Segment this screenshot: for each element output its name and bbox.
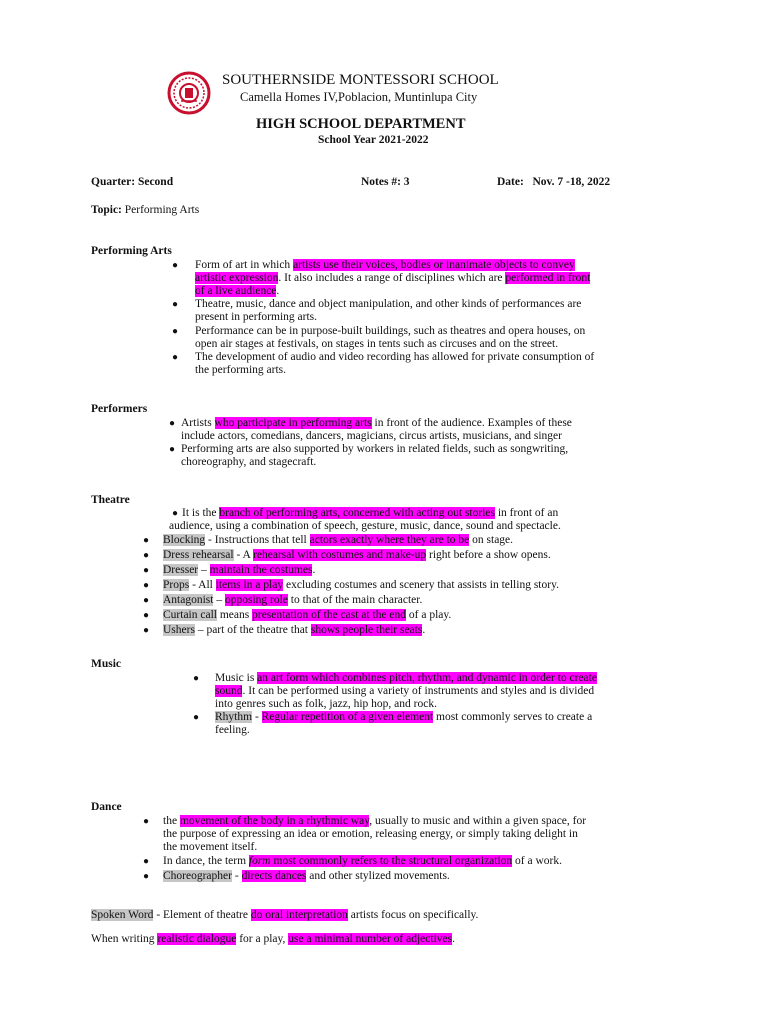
list-item: It is the branch of performing arts, concerned with acting out stories in front of an	[182, 507, 559, 519]
list-item: sound. It can be performed using a variety of instruments and styles and is divided	[215, 685, 595, 697]
section-heading-performers: Performers	[91, 403, 148, 415]
bullet-icon: ●	[143, 610, 150, 621]
bullet-icon: ●	[193, 712, 200, 723]
topic-line: Topic: Performing Arts	[91, 204, 200, 216]
list-item: Curtain call means presentation of the cast at the end of a play.	[163, 609, 452, 621]
list-item: Blocking - Instructions that tell actors exactly where they are to be on stage.	[163, 534, 514, 546]
list-item: Ushers – part of the theatre that shows people their seats.	[163, 624, 426, 636]
section-heading-dance: Dance	[91, 801, 122, 813]
bullet-icon: ●	[143, 871, 150, 882]
section-heading-theatre: Theatre	[91, 494, 130, 506]
school-seal-logo	[167, 71, 211, 115]
list-item: choreography, and stagecraft.	[181, 456, 317, 468]
spoken-word-line: Spoken Word - Element of theatre do oral interpretation artists focus on specifically.	[91, 909, 479, 921]
list-item: Props - All items in a play excluding costumes and scenery that assists in telling story.	[163, 579, 559, 591]
list-item: Music is an art form which combines pitch, rhythm, and dynamic in order to create	[215, 672, 597, 684]
list-item: Artists who participate in performing arts in front of the audience. Examples of these	[181, 417, 572, 429]
list-item: present in performing arts.	[195, 311, 317, 323]
bullet-icon: ●	[193, 673, 200, 684]
list-item: include actors, comedians, dancers, magicians, circus artists, musicians, and singer	[181, 430, 562, 442]
bullet-icon: ●	[143, 580, 150, 591]
list-item: Theatre, music, dance and object manipulation, and other kinds of performances are	[195, 298, 582, 310]
section-heading-performing-arts: Performing Arts	[91, 245, 172, 257]
bullet-icon: ●	[143, 816, 150, 827]
list-item: open air stages at festivals, on stages in tents such as circuses and on the street.	[195, 338, 559, 350]
bullet-icon: ●	[143, 856, 150, 867]
bullet-icon: ●	[172, 326, 179, 337]
department-title: HIGH SCHOOL DEPARTMENT	[256, 116, 466, 132]
bullet-icon: ●	[169, 444, 176, 455]
list-item: The development of audio and video recording has allowed for private consumption of	[195, 351, 595, 363]
school-name: SOUTHERNSIDE MONTESSORI SCHOOL	[222, 72, 499, 88]
date-line: Date: Nov. 7 -18, 2022	[497, 176, 611, 188]
bullet-icon: ●	[172, 508, 179, 519]
list-item: the movement itself.	[163, 841, 258, 853]
list-item: Dresser – maintain the costumes.	[163, 564, 316, 576]
notes-line: Notes #: 3	[361, 176, 410, 188]
school-year: School Year 2021-2022	[318, 134, 429, 146]
quarter-line: Quarter: Second	[91, 176, 174, 188]
list-item: into genres such as folk, jazz, hip hop, and rock.	[215, 698, 437, 710]
section-heading-music: Music	[91, 658, 122, 670]
list-item: audience, using a combination of speech, gesture, music, dance, sound and spectacle.	[169, 520, 561, 532]
bullet-icon: ●	[143, 625, 150, 636]
list-item: Form of art in which artists use their voices, bodies or inanimate objects to convey	[195, 259, 575, 271]
bullet-icon: ●	[172, 299, 179, 310]
list-item: Dress rehearsal - A rehearsal with costumes and make-up right before a show opens.	[163, 549, 551, 561]
list-item: Choreographer - directs dances and other stylized movements.	[163, 870, 450, 882]
writing-dialogue-line: When writing realistic dialogue for a play, use a minimal number of adjectives.	[91, 933, 455, 945]
school-address: Camella Homes IV,Poblacion, Muntinlupa City	[240, 90, 478, 104]
list-item: of a live audience.	[195, 285, 280, 297]
bullet-icon: ●	[169, 418, 176, 429]
list-item: Rhythm - Regular repetition of a given element most commonly serves to create a	[215, 711, 593, 723]
bullet-icon: ●	[143, 595, 150, 606]
list-item: the performing arts.	[195, 364, 287, 376]
bullet-icon: ●	[143, 565, 150, 576]
list-item: Antagonist – opposing role to that of the main character.	[163, 594, 423, 606]
list-item: the purpose of expressing an idea or emotion, releasing energy, or simply taking delight in	[163, 828, 578, 840]
list-item: In dance, the term form most commonly refers to the structural organization of a work.	[163, 855, 562, 867]
list-item: artistic expression. It also includes a range of disciplines which are performed in front	[195, 272, 591, 284]
bullet-icon: ●	[143, 550, 150, 561]
bullet-icon: ●	[143, 535, 150, 546]
list-item: Performance can be in purpose-built buildings, such as theatres and opera houses, on	[195, 325, 586, 337]
bullet-icon: ●	[172, 352, 179, 363]
bullet-icon: ●	[172, 260, 179, 271]
list-item: feeling.	[215, 724, 250, 736]
list-item: the movement of the body in a rhythmic way, usually to music and within a given space, for	[163, 815, 587, 827]
list-item: Performing arts are also supported by workers in related fields, such as songwriting,	[181, 443, 569, 455]
